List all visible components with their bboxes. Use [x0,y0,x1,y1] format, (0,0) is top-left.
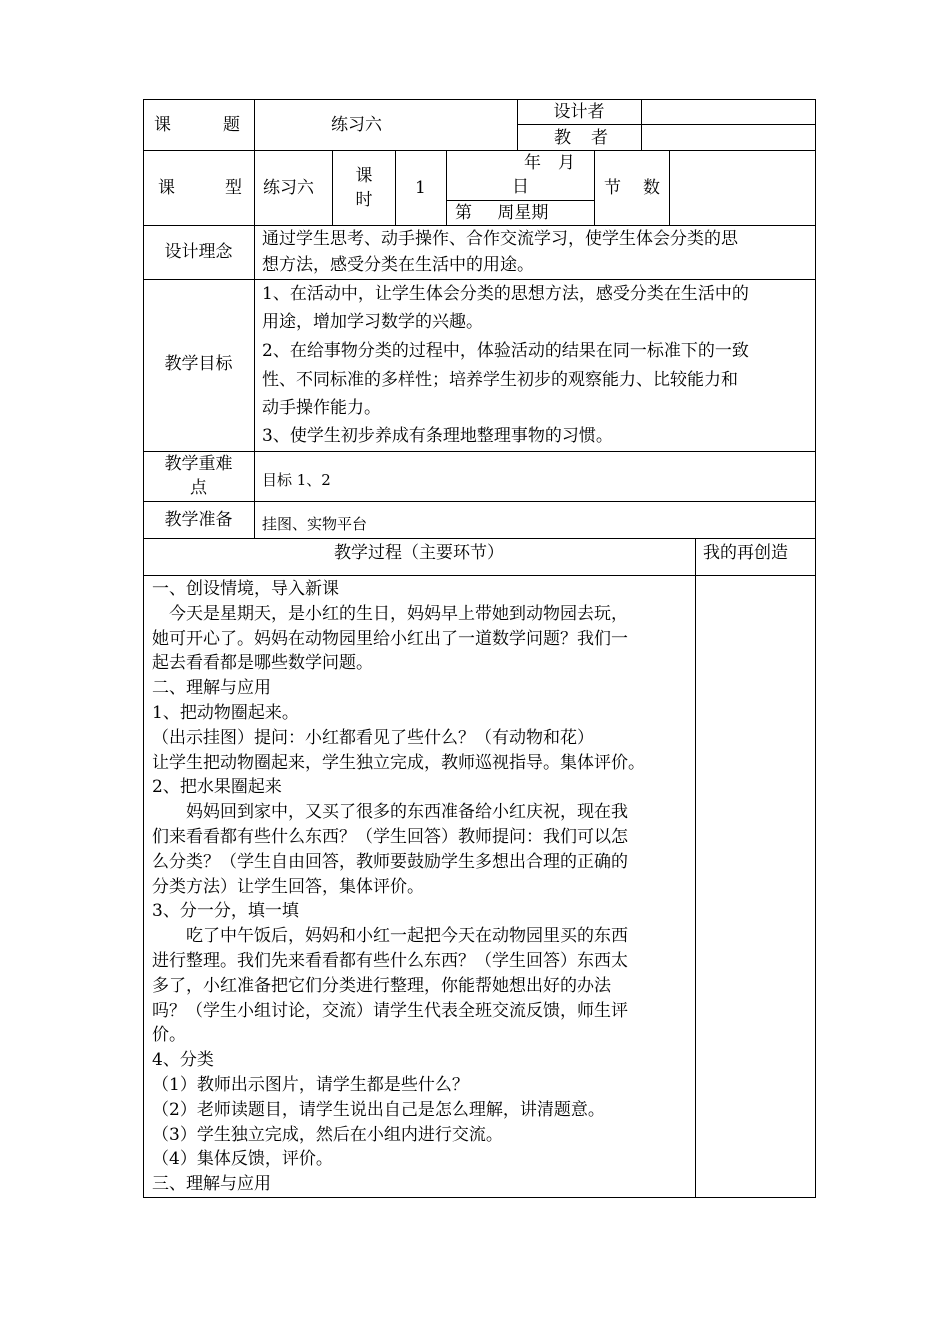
rule [143,538,816,539]
concept-line: 通过学生思考、动手操作、合作交流学习，使学生体会分类的思 [262,229,738,249]
process-line: 分类方法）让学生回答，集体评价。 [152,876,424,897]
topic-label [154,113,240,138]
key-label-line: 点 [190,478,207,498]
rule [395,150,396,226]
process-line: 她可开心了。妈妈在动物园里给小红出了一道数学问题？我们一 [152,628,628,649]
process-line: 么分类？（学生自由回答，教师要鼓励学生多想出合理的正确的 [152,851,628,872]
process-line: 三、理解与应用 [152,1174,271,1195]
week-label-part: 周星期 [497,203,549,223]
type-label-char: 课 [158,178,175,198]
goals-label: 教学目标 [164,354,233,374]
period-label-line: 时 [355,190,373,210]
section-label-char: 节 [604,178,621,198]
rule [143,150,816,151]
type-value: 练习六 [263,178,314,198]
process-line: 3、分一分，填一填 [152,901,299,922]
date-line: 年 月 [524,153,575,173]
goals-line: 动手操作能力。 [262,398,381,418]
period-label-line: 课 [355,166,373,186]
process-line: （出示挂图）提问：小红都看见了些什么？（有动物和花） [152,727,594,748]
process-line: 起去看看都是哪些数学问题。 [152,653,373,674]
concept-line: 想方法，感受分类在生活中的用途。 [262,255,534,275]
process-line: 吗？（学生小组讨论，交流）请学生代表全班交流反馈，师生评 [152,1000,628,1021]
goals-line: 3、使学生初步养成有条理地整理事物的习惯。 [262,426,613,446]
rule [143,575,816,576]
week-label [455,201,548,226]
rule [143,279,816,280]
teacher-label-char: 教 [554,128,571,148]
process-line: 今天是星期天，是小红的生日，妈妈早上带她到动物园去玩， [152,603,628,624]
designer-label: 设计者 [553,102,605,122]
process-line: 多了，小红准备把它们分类进行整理，你能帮她想出好的办法 [152,975,611,996]
process-header: 教学过程（主要环节） [334,543,504,563]
type-label [158,176,242,201]
key-value: 目标 1、2 [262,471,331,489]
rule [594,150,595,226]
section-label-char: 数 [643,178,660,198]
date-line: 日 [512,177,529,197]
teacher-label-char: 者 [591,128,608,148]
process-line: 们来看看都有些什么东西？（学生回答）教师提问：我们可以怎 [152,827,628,847]
rule [254,99,255,539]
rule [695,538,696,1198]
week-label-part: 第 [455,203,472,223]
prep-value: 挂图、实物平台 [262,515,368,533]
process-line: （3）学生独立完成，然后在小组内进行交流。 [152,1124,503,1145]
rule [815,99,816,1198]
concept-label: 设计理念 [164,242,233,262]
period-value: 1 [415,178,426,198]
rule [143,99,816,100]
key-label-line: 教学重难 [164,454,233,474]
process-line: 进行整理。我们先来看看都有些什么东西？（学生回答）东西太 [152,951,628,971]
process-line: （4）集体反馈，评价。 [152,1149,333,1170]
goals-line: 1、在活动中，让学生体会分类的思想方法，感受分类在生活中的 [262,284,749,304]
process-line: （2）老师读题目，请学生说出自己是怎么理解，讲清题意。 [152,1099,605,1120]
process-line: 1、把动物圈起来。 [152,703,299,723]
prep-label: 教学准备 [164,510,233,530]
goals-line: 用途，增加学习数学的兴趣。 [262,312,483,332]
process-line: 2、把水果圈起来 [152,777,282,798]
process-line: 吃了中午饭后，妈妈和小红一起把今天在动物园里买的东西 [152,926,628,947]
rule [446,150,447,226]
process-line: （1）教师出示图片，请学生都是些什么？ [152,1075,469,1095]
topic-label-char: 课 [154,115,171,135]
recreate-header: 我的再创造 [703,543,788,563]
rule [669,150,670,226]
topic-label-char: 题 [223,115,240,135]
rule [641,99,642,151]
teacher-label [554,126,608,151]
topic-value: 练习六 [331,115,382,135]
process-line: 二、理解与应用 [152,678,271,699]
type-label-char: 型 [225,178,242,198]
section-label [604,176,660,201]
goals-line: 2、在给事物分类的过程中，体验活动的结果在同一标准下的一致 [262,341,749,361]
goals-line: 性、不同标准的多样性；培养学生初步的观察能力、比较能力和 [262,370,738,390]
process-line: 妈妈回到家中，又买了很多的东西准备给小红庆祝，现在我 [152,802,628,823]
process-line: 价。 [152,1025,186,1046]
process-line: 一、创设情境，导入新课 [152,579,339,599]
process-line: 让学生把动物圈起来，学生独立完成，教师巡视指导。集体评价。 [152,752,645,773]
rule [143,501,816,502]
process-line: 4、分类 [152,1050,214,1071]
